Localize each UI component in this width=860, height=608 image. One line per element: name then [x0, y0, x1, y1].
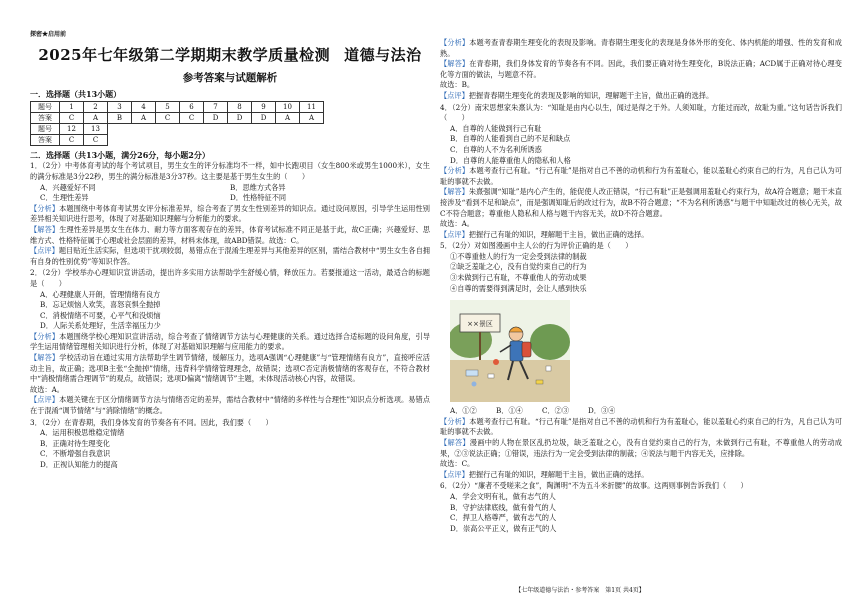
- solution-text: 朱熹强调“知耻”是内心产生的，能促使人改正错误，“行己有耻”正是强调用羞耻心约束行为，故A符合题意；题干未直接涉及“看到不足和缺点”，而是强调知耻后的改过行为，故B不符合题意；“不为名利所诱惑”与题干中知耻改过的核心无关，故C不符合题意；尊重他人隐私和人格与题干内容无关，故D不符合题意。: [440, 187, 842, 218]
- table-cell: 3: [108, 101, 132, 112]
- table-cell: C: [180, 112, 204, 123]
- solution-tag: 【解答】: [30, 353, 60, 363]
- question-5-analysis: [440, 417, 842, 438]
- option-c: C．捍卫人格尊严，做有志气的人: [450, 513, 557, 523]
- solution-tag: 【解答】: [440, 187, 469, 197]
- question-5-solution: [440, 438, 842, 459]
- statement-1: ①不尊重他人的行为一定会受到法律的制裁: [450, 251, 587, 261]
- comment-tag: 【点评】: [440, 90, 469, 100]
- question-1-options-row1: [30, 183, 430, 194]
- option-c: C．不断增强自我意识: [40, 449, 111, 459]
- question-3-answer: 故选：B。: [440, 80, 475, 90]
- table-cell: 2: [84, 101, 108, 112]
- statement-4: ④自尊的需要得到满足时，会让人感到快乐: [450, 283, 587, 293]
- option-d: D．性格特征不同: [230, 193, 287, 203]
- table-cell: 13: [84, 123, 108, 134]
- question-3-comment: [440, 91, 842, 102]
- table-cell: 5: [156, 101, 180, 112]
- question-5-stem: 5．（2分）对如图漫画中主人公的行为评价正确的是（ ）: [440, 241, 633, 251]
- table-cell: 12: [60, 123, 84, 134]
- question-3-analysis: [440, 38, 842, 59]
- table-cell: A: [276, 112, 300, 123]
- section-1-heading: 一．选择题（共13小题）: [30, 89, 122, 100]
- option-a: A．①②: [450, 406, 477, 416]
- question-2-solution: [30, 353, 430, 385]
- table-cell: C: [60, 134, 84, 145]
- table-cell: 8: [228, 101, 252, 112]
- analysis-tag: 【分析】: [440, 38, 470, 47]
- table-cell: 7: [204, 101, 228, 112]
- question-4-solution: [440, 187, 842, 219]
- exam-title: [30, 46, 430, 64]
- option-d: D．③④: [588, 406, 616, 416]
- comment-tag: 【点评】: [440, 229, 469, 239]
- question-1-comment: [30, 246, 430, 267]
- question-2-analysis: [30, 332, 430, 353]
- option-a: A．兴趣爱好不同: [40, 182, 96, 192]
- comment-tag: 【点评】: [30, 395, 60, 405]
- option-b: B．思维方式各异: [230, 182, 286, 192]
- option-b: B．正确对待生理变化: [40, 438, 110, 448]
- analysis-tag: 【分析】: [440, 166, 470, 176]
- question-5-options: [440, 406, 842, 417]
- comment-text: 把握青春期生理变化的表现及影响的知识，理解题干主旨，做出正确的选择。: [468, 90, 714, 100]
- table-cell: A: [84, 112, 108, 123]
- question-3-stem: 3．（2分）在青春期，我们身体发育的节奏各有不同。因此，我们要（ ）: [30, 417, 273, 427]
- analysis-tag: 【分析】: [30, 331, 60, 341]
- cartoon-sign-text: ××景区: [467, 320, 493, 329]
- option-b: B．忘记烦恼人欢笑，喜怒哀惧全抛掉: [40, 300, 161, 310]
- question-1-analysis: [30, 204, 430, 225]
- comment-text: 本题关键在于区分情绪调节方法与情绪否定的差异，需结合教材中“情绪的多样性与合理性”知识点分析选项。易错点在于混淆“调节情绪”与“消除情绪”的概念。: [30, 395, 430, 416]
- statement-2: ②缺乏羞耻之心，没有自觉约束自己的行为: [450, 262, 587, 272]
- left-column: [30, 46, 430, 471]
- question-4-answer: 故选：A。: [440, 219, 474, 229]
- comment-text: 把握行己有耻的知识，理解题干主旨，做出正确的选择。: [468, 229, 649, 239]
- table-cell: 题号: [31, 101, 60, 112]
- question-1-stem: 1．（2分）中考体育考试的每个考试项目，男生女生的评分标准均不一样，如中长跑项目（女生800米或男生1000米），女生的满分标准是3分22秒，男生的满分标准是3分37秒。这主要是基于男生女生的（ ）: [30, 161, 430, 181]
- table-row: [31, 134, 324, 145]
- option-c: C．自尊的人不为名利所诱惑: [450, 144, 542, 154]
- solution-text: 漫画中的人物在景区乱扔垃圾，缺乏羞耻之心，没有自觉约束自己的行为，未做到行己有耻，不尊重他人的劳动成果，②③说法正确；①错误，违法行为一定会受到法律的制裁；④说法与题干内容无关，应排除。: [440, 438, 842, 458]
- solution-tag: 【解答】: [440, 438, 470, 448]
- right-column: [440, 38, 842, 534]
- solution-text: 生理性差异是男女生在体力、耐力等方面客观存在的差异，体育考试标准不同正是基于此，故C正确；兴趣爱好、思维方式、性格特征属于心理或社会层面的差异，材料未体现，故ABD错误。故选：C。: [30, 224, 430, 245]
- table-cell: 题号: [31, 123, 60, 134]
- solution-text: 在青春期，我们身体发育的节奏各有不同。因此，我们要正确对待生理变化，B说法正确；ACD属于正确对待心理变化等方面的做法，与题意不符。: [440, 59, 842, 79]
- option-b: B．守护法律底线，做有骨气的人: [450, 502, 556, 512]
- solution-tag: 【解答】: [440, 59, 470, 69]
- question-2-comment: [30, 395, 430, 416]
- table-cell: C: [156, 112, 180, 123]
- option-a: A．自尊的人能做到行己有耻: [450, 123, 542, 133]
- option-d: D．人际关系处理好，生活幸福压力少: [40, 321, 161, 331]
- section-2-heading: 二．选择题（共13小题，满分26分，每小题2分）: [30, 149, 210, 160]
- comment-tag: 【点评】: [440, 469, 469, 479]
- page-footer: 【七年级道德与法治・参考答案 第1页 共4页】: [515, 587, 645, 594]
- option-a: A．学会文明有礼，做有志气的人: [450, 492, 556, 501]
- question-4-stem: 4．（2分）南宋思想家朱熹认为：“知耻是由内心以生，闻过是得之于外。人须知耻，方能过而改，故耻为重。”这句话告诉我们（ ）: [440, 102, 842, 123]
- analysis-text: 本题围绕学校心理知识宣讲活动，综合考查了情绪调节方法与心理健康的关系。通过选择合适标题的设问角度，引导学生运用情绪管理相关知识进行分析，体现了对基础知识理解与应用能力的要求。: [30, 331, 430, 352]
- question-4-comment: [440, 230, 842, 241]
- question-2-answer: 故选：A。: [30, 384, 64, 394]
- table-cell: 答案: [31, 112, 60, 123]
- table-cell: A: [300, 112, 324, 123]
- table-cell: 9: [252, 101, 276, 112]
- comment-text: 题目贴近生活实际，但选项干扰项较弱，易错点在于混淆生理差异与其他差异的区别，需结合教材中“男生女生各自拥有自身的性别优势”等知识作答。: [30, 246, 430, 266]
- question-2-stem: 2．（2分）学校举办心理知识宣讲活动，提出许多实用方法帮助学生舒缓心情，释放压力。若要报道这一活动，最适合的标题是（ ）: [30, 268, 430, 288]
- question-4-analysis: [440, 166, 842, 187]
- comment-tag: 【点评】: [30, 246, 59, 256]
- option-d: D．崇高公平正义，做有正气的人: [450, 523, 557, 533]
- table-row: [31, 123, 324, 134]
- exam-title-text: 2025年七年级第二学期期末教学质量检测: [38, 46, 331, 64]
- analysis-tag: 【分析】: [30, 203, 60, 213]
- table-cell: C: [60, 112, 84, 123]
- table-row: [31, 101, 324, 112]
- answer-table: [30, 101, 324, 146]
- option-d: D．正视认知能力的提高: [40, 460, 118, 469]
- analysis-tag: 【分析】: [440, 416, 470, 426]
- table-cell: B: [108, 112, 132, 123]
- analysis-text: 本题考查行己有耻。“行己有耻”是指对自己不善的动机和行为有羞耻心，能以羞耻心约束自己的行为，凡自己认为可耻的事就不去做。: [440, 416, 842, 437]
- solution-text: 学校活动旨在通过实用方法帮助学生调节情绪，缓解压力，选项A强调“心理健康”与“管理情绪有良方”，直接呼应活动主旨，故正确；选项B主张“全抛掉”情绪，违背科学情绪管理理念，故错误；选项C否定消极情绪的客观存在，不符合教材中“消极情绪需合理调节”的观点，故错误；选项D偏离“情绪调节”主题，未体现活动核心内容，故错误。: [30, 353, 430, 384]
- exam-subject: 道德与法治: [344, 46, 422, 64]
- table-cell: D: [204, 112, 228, 123]
- question-1-options-row2: [30, 193, 430, 204]
- cartoon-illustration: [450, 300, 570, 402]
- table-cell: D: [228, 112, 252, 123]
- analysis-text: 本题围绕中考体育考试男女评分标准差异，综合考查了男女生性别差异的知识点。通过设问原因，引导学生运用性别差异相关知识进行思考，体现了对基础知识理解与分析能力的要求。: [30, 203, 430, 224]
- solution-tag: 【解答】: [30, 224, 60, 234]
- option-c: C．消极情绪不可要，心平气和没烦恼: [40, 310, 161, 320]
- subtitle: 参考答案与试题解析: [182, 71, 278, 84]
- analysis-text: 本题考查行己有耻。“行己有耻”是指对自己不善的动机和行为有羞耻心，能以羞耻心约束自己的行为，凡自己认为可耻的事就不去做。: [440, 166, 842, 186]
- table-cell: A: [132, 112, 156, 123]
- question-6-stem: 6．（2分）“廉者不受嗟来之食”，陶渊明“不为五斗米折腰”的故事。这两则事例告诉我们（ ）: [440, 481, 748, 491]
- option-a: A．运用积极思维稳定情绪: [40, 428, 125, 438]
- table-cell: 10: [276, 101, 300, 112]
- option-a: A．心理健康人开朗，管理情绪有良方: [40, 289, 161, 299]
- cartoon-image: [450, 300, 570, 402]
- table-cell: 6: [180, 101, 204, 112]
- question-5-answer: 故选：C。: [440, 459, 475, 469]
- header-tag: 探密★启用前: [30, 31, 67, 38]
- statement-3: ③未做到行己有耻，不尊重他人的劳动成果: [450, 273, 587, 283]
- comment-text: 把握行己有耻的知识，理解题干主旨，做出正确的选择。: [468, 469, 649, 479]
- table-row: [31, 112, 324, 123]
- option-b: B．自尊的人能看到自己的不足和缺点: [450, 134, 571, 144]
- question-3-solution: [440, 59, 842, 80]
- table-cell: 11: [300, 101, 324, 112]
- table-cell: 答案: [31, 134, 60, 145]
- option-c: C．②③: [542, 406, 570, 416]
- table-cell: D: [252, 112, 276, 123]
- option-c: C．生理性差异: [40, 193, 89, 203]
- question-1-solution: [30, 225, 430, 246]
- option-d: D．自尊的人能尊重他人的隐私和人格: [450, 155, 571, 165]
- table-cell: C: [84, 134, 108, 145]
- table-cell: 4: [132, 101, 156, 112]
- table-cell: 1: [60, 101, 84, 112]
- analysis-text: 本题考查青春期生理变化的表现及影响。青春期生理变化的表现是身体外形的变化、体内机能的增强、性的发育和成熟。: [440, 38, 842, 58]
- option-b: B．①④: [496, 406, 523, 416]
- question-5-comment: [440, 470, 842, 481]
